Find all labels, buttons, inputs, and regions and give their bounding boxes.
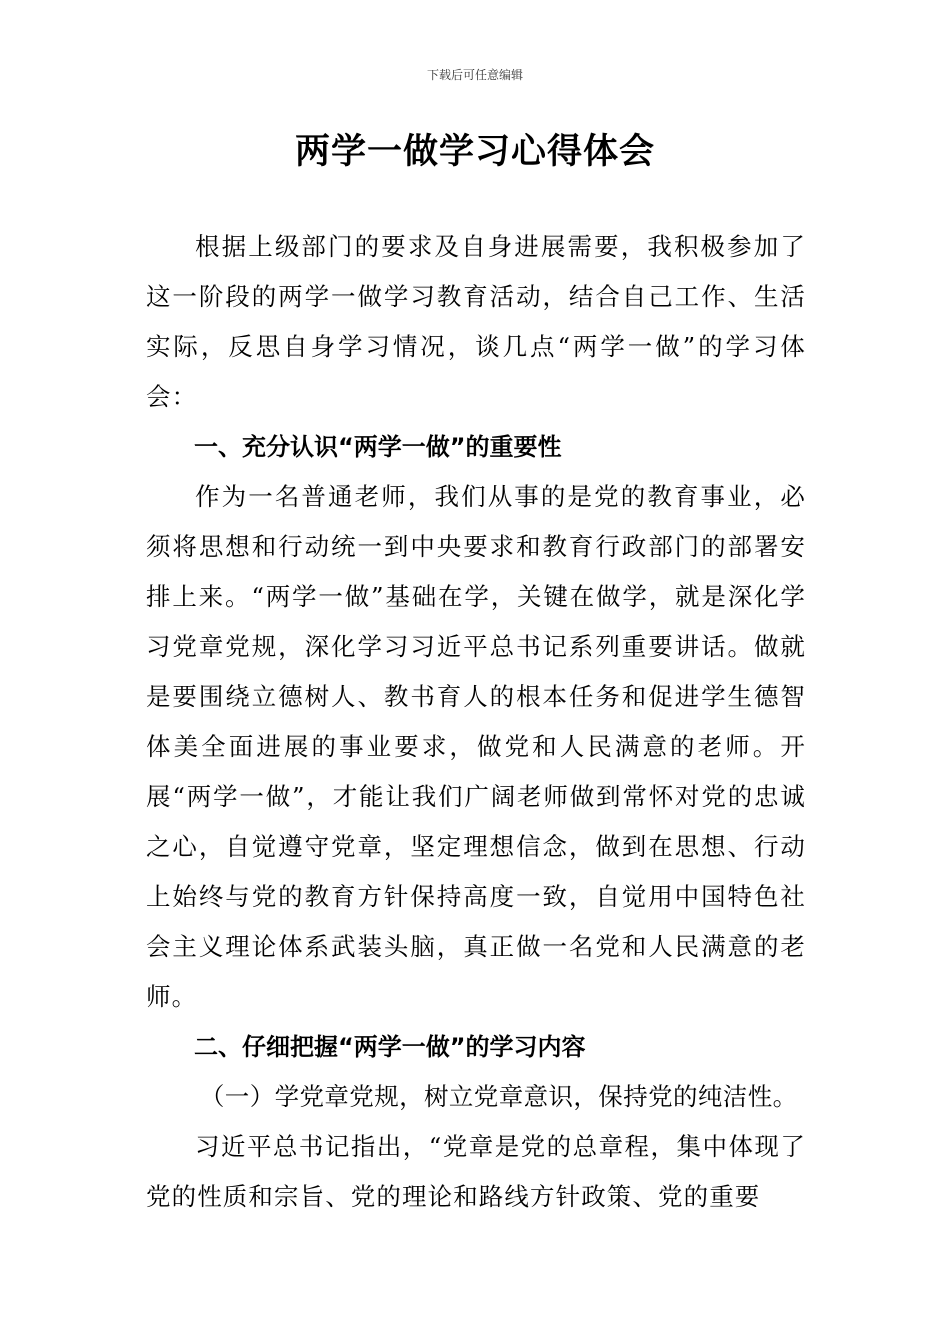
- intro-paragraph: 根据上级部门的要求及自身进展需要，我积极参加了这一阶段的两学一做学习教育活动，结合自己工作、生活实际，反思自身学习情况，谈几点“两学一做”的学习体会：: [146, 232, 806, 411]
- section-2-paragraph: 习近平总书记指出，“党章是党的总章程，集中体现了党的性质和宗旨、党的理论和路线方针政策、党的重要: [146, 1132, 806, 1211]
- section-2-subheading: （一）学党章党规，树立党章意识，保持党的纯洁性。: [199, 1082, 798, 1111]
- document-body: [146, 222, 806, 1222]
- document-title: 两学一做学习心得体会: [294, 131, 655, 172]
- section-1-paragraph: 作为一名普通老师，我们从事的是党的教育事业，必须将思想和行动统一到中央要求和教育行政部门的部署安排上来。“两学一做”基础在学，关键在做学，就是深化学习党章党规，深化学习习近平总书记系列重要讲话。做就是要围绕立德树人、教书育人的根本任务和促进学生德智体美全面进展的事业要求，做党和人民满意的老师。开展“两学一做”，才能让我们广阔老师做到常怀对党的忠诚之心，自觉遵守党章，坚定理想信念，做到在思想、行动上始终与党的教育方针保持高度一致，自觉用中国特色社会主义理论体系武装头脑，真正做一名党和人民满意的老师。: [146, 482, 806, 1011]
- header-note: 下载后可任意编辑: [426, 68, 523, 82]
- section-2-heading: 二、仔细把握“两学一做”的学习内容: [194, 1033, 586, 1061]
- section-1-heading: 一、充分认识“两学一做”的重要性: [194, 433, 562, 461]
